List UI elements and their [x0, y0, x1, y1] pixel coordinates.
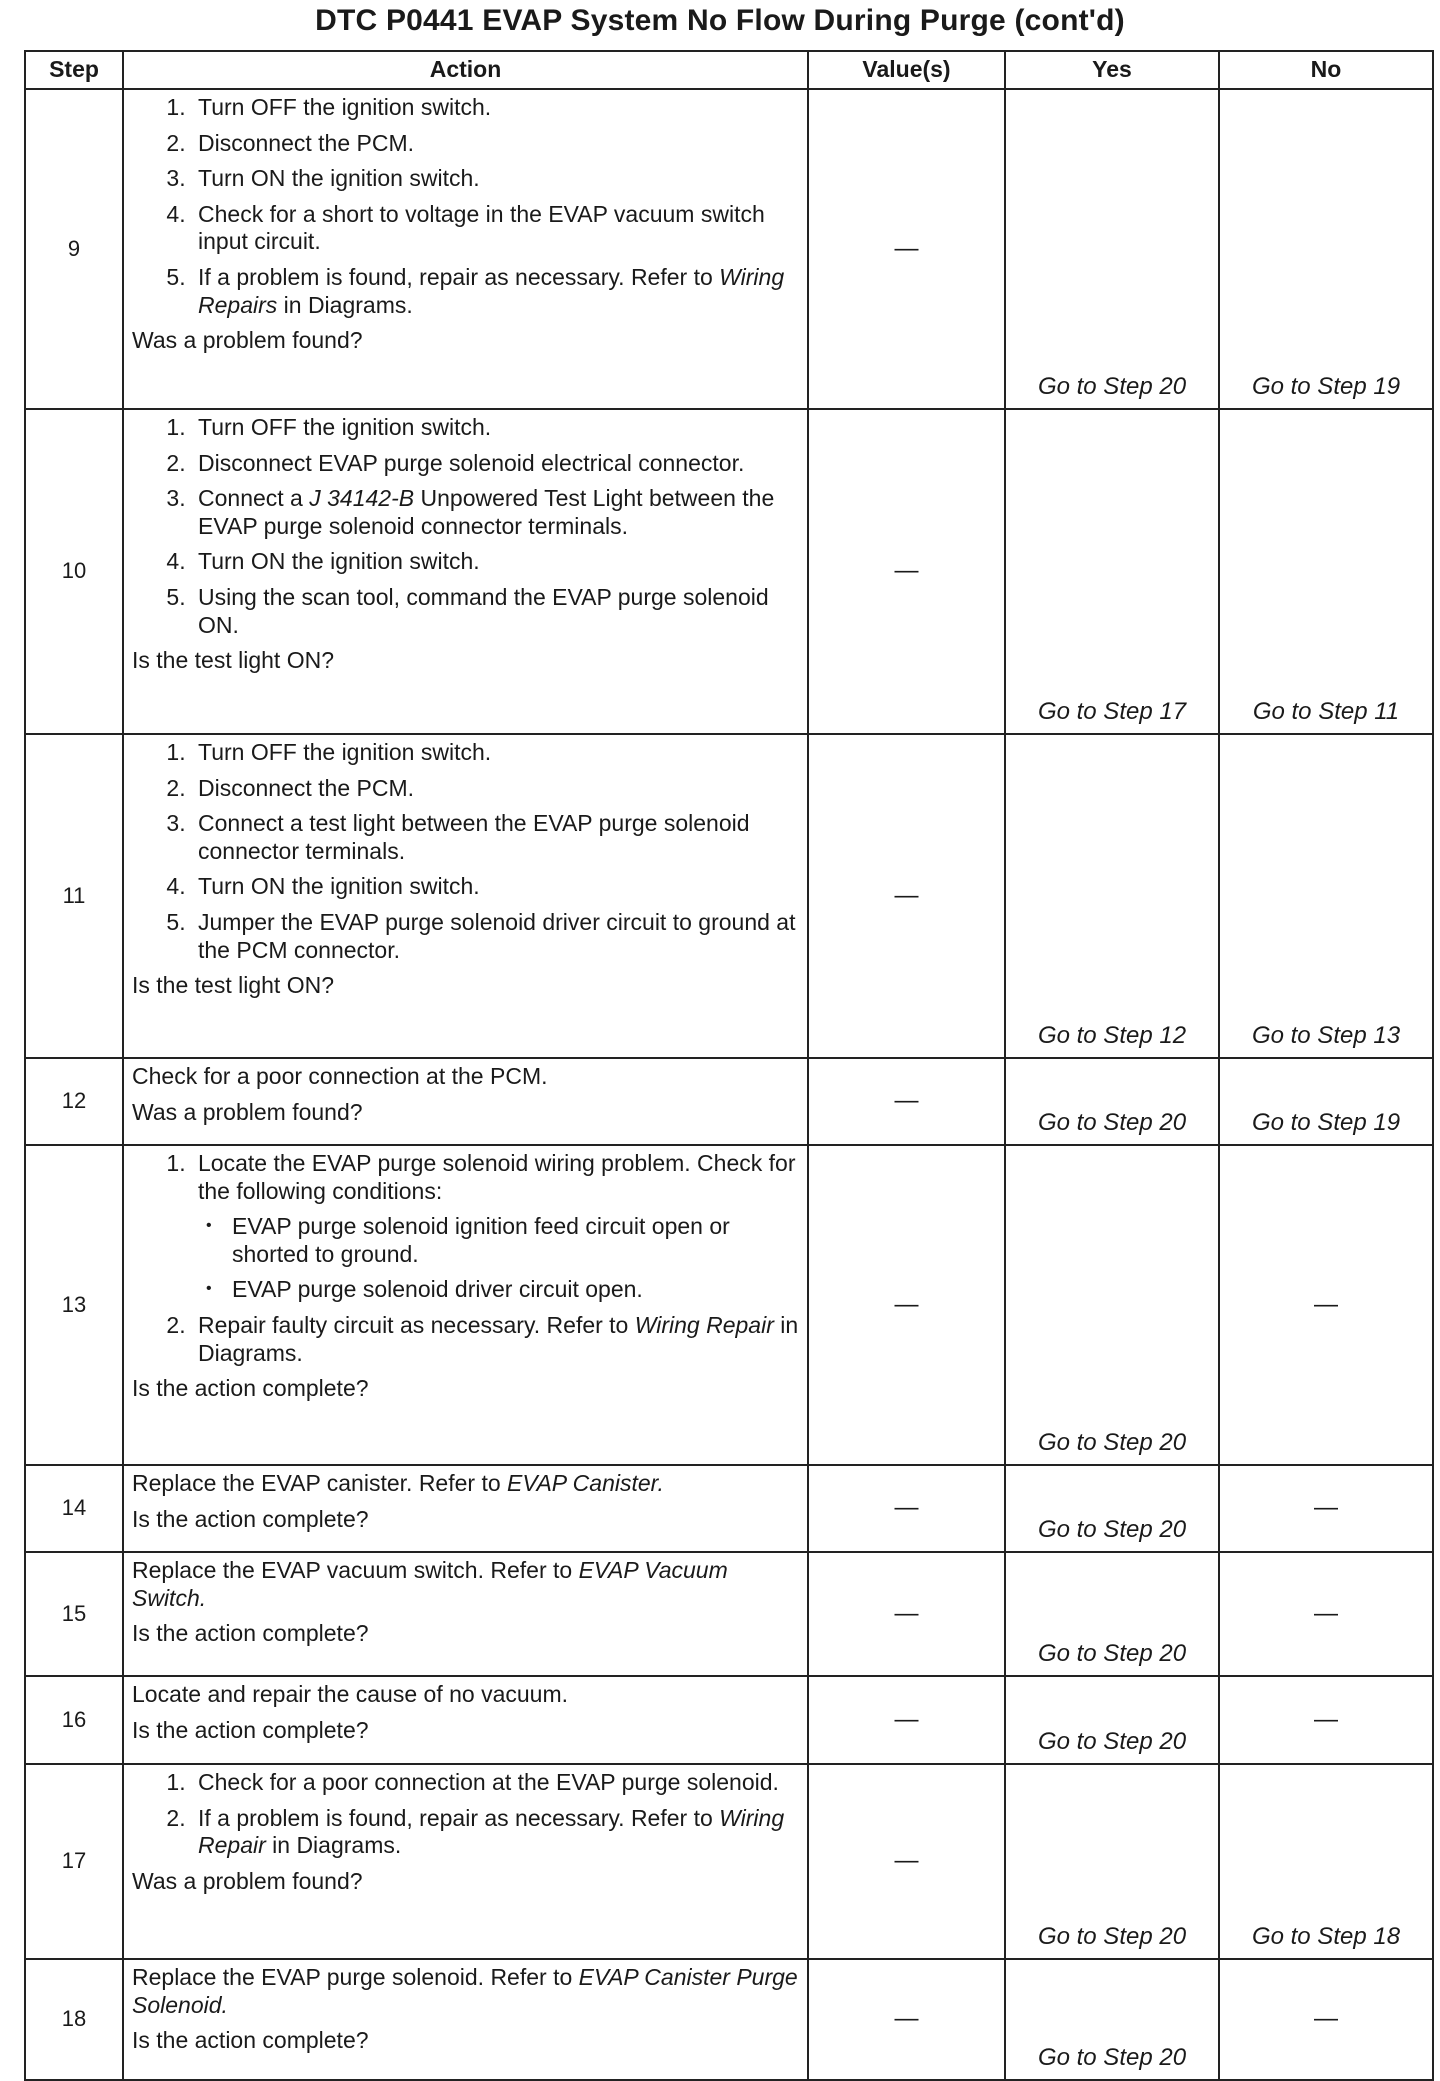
step-number: 13	[25, 1145, 123, 1465]
action-step: 1. Locate the EVAP purge solenoid wiring problem. Check for the following conditions: • EVAP purge solenoid ignition feed circuit open or shorted to ground. • EVAP purge solenoid driver circuit open.	[192, 1150, 799, 1304]
action-step: 5. If a problem is found, repair as necessary. Refer to Wiring Repairs in Diagrams.	[192, 264, 799, 319]
value-cell: —	[808, 1145, 1005, 1465]
condition-list	[198, 1213, 799, 1304]
page-title: DTC P0441 EVAP System No Flow During Purge (cont'd)	[315, 4, 1125, 37]
action-step: 2. Disconnect the PCM.	[192, 130, 799, 158]
table-row	[25, 1764, 1433, 1959]
step-number: 14	[25, 1465, 123, 1552]
action-steps	[132, 739, 799, 964]
value-cell: —	[808, 1676, 1005, 1764]
action-question: Is the action complete?	[132, 2027, 369, 2054]
step-number: 15	[25, 1552, 123, 1676]
action-question: Is the action complete?	[132, 1716, 369, 1743]
action-cell	[123, 89, 808, 409]
header-action: Action	[123, 51, 808, 89]
condition-item: • EVAP purge solenoid ignition feed circuit open or shorted to ground.	[228, 1213, 799, 1268]
action-step: 5. Using the scan tool, command the EVAP purge solenoid ON.	[192, 584, 799, 639]
header-no: No	[1219, 51, 1433, 89]
yes-result: Go to Step 12	[1005, 734, 1219, 1058]
action-steps	[132, 94, 799, 319]
table-row	[25, 1959, 1433, 2080]
header-values: Value(s)	[808, 51, 1005, 89]
yes-result: Go to Step 20	[1005, 89, 1219, 409]
table-row	[25, 734, 1433, 1058]
action-question: Is the action complete?	[132, 1505, 369, 1532]
action-step: 3. Connect a J 34142-B Unpowered Test Light between the EVAP purge solenoid connector terminals.	[192, 485, 799, 540]
action-question: Is the test light ON?	[132, 647, 334, 674]
table-row	[25, 1058, 1433, 1145]
action-step: 1. Turn OFF the ignition switch.	[192, 739, 799, 767]
action-question: Was a problem found?	[132, 1098, 363, 1125]
condition-item: • EVAP purge solenoid driver circuit open.	[228, 1276, 799, 1304]
table-row	[25, 1552, 1433, 1676]
action-step: 5. Jumper the EVAP purge solenoid driver circuit to ground at the PCM connector.	[192, 909, 799, 964]
table-row	[25, 1145, 1433, 1465]
value-cell: —	[808, 1552, 1005, 1676]
action-cell	[123, 1676, 808, 1764]
action-cell	[123, 409, 808, 734]
action-steps	[132, 1769, 799, 1860]
action-text: Replace the EVAP vacuum switch. Refer to EVAP Vacuum Switch.	[132, 1557, 728, 1611]
action-cell	[123, 1764, 808, 1959]
yes-result: Go to Step 20	[1005, 1676, 1219, 1764]
action-step: 1. Turn OFF the ignition switch.	[192, 414, 799, 442]
value-cell: —	[808, 1764, 1005, 1959]
action-question: Is the action complete?	[132, 1620, 369, 1647]
action-cell	[123, 1552, 808, 1676]
no-result: Go to Step 19	[1219, 1058, 1433, 1145]
step-number: 10	[25, 409, 123, 734]
yes-result: Go to Step 20	[1005, 1959, 1219, 2080]
action-step: 1. Check for a poor connection at the EVAP purge solenoid.	[192, 1769, 799, 1797]
action-question: Is the action complete?	[132, 1375, 369, 1402]
step-number: 9	[25, 89, 123, 409]
header-row	[25, 51, 1433, 89]
action-step: 4. Turn ON the ignition switch.	[192, 548, 799, 576]
value-cell: —	[808, 89, 1005, 409]
no-result: Go to Step 11	[1219, 409, 1433, 734]
no-result: —	[1219, 1145, 1433, 1465]
table-row	[25, 89, 1433, 409]
action-question: Is the test light ON?	[132, 972, 334, 999]
table-row	[25, 1465, 1433, 1552]
action-question: Was a problem found?	[132, 327, 363, 354]
step-number: 17	[25, 1764, 123, 1959]
header-step: Step	[25, 51, 123, 89]
value-cell: —	[808, 1465, 1005, 1552]
action-cell	[123, 1058, 808, 1145]
action-step: 1. Turn OFF the ignition switch.	[192, 94, 799, 122]
action-step: 3. Connect a test light between the EVAP purge solenoid connector terminals.	[192, 810, 799, 865]
no-result: —	[1219, 1676, 1433, 1764]
action-step: 4. Check for a short to voltage in the EVAP vacuum switch input circuit.	[192, 201, 799, 256]
no-result: —	[1219, 1465, 1433, 1552]
step-number: 18	[25, 1959, 123, 2080]
header-yes: Yes	[1005, 51, 1219, 89]
yes-result: Go to Step 20	[1005, 1058, 1219, 1145]
step-number: 12	[25, 1058, 123, 1145]
action-step: 3. Turn ON the ignition switch.	[192, 165, 799, 193]
action-step: 2. Disconnect EVAP purge solenoid electrical connector.	[192, 450, 799, 478]
action-cell	[123, 1465, 808, 1552]
table-body	[25, 89, 1433, 2080]
action-text: Replace the EVAP canister. Refer to EVAP Canister.	[132, 1470, 664, 1496]
yes-result: Go to Step 20	[1005, 1552, 1219, 1676]
yes-result: Go to Step 20	[1005, 1145, 1219, 1465]
action-cell	[123, 734, 808, 1058]
no-result: —	[1219, 1959, 1433, 2080]
yes-result: Go to Step 20	[1005, 1465, 1219, 1552]
action-step: 2. Disconnect the PCM.	[192, 775, 799, 803]
step-number: 16	[25, 1676, 123, 1764]
action-steps	[132, 414, 799, 639]
value-cell: —	[808, 1058, 1005, 1145]
action-text: Check for a poor connection at the PCM.	[132, 1063, 548, 1089]
action-cell	[123, 1959, 808, 2080]
no-result: Go to Step 19	[1219, 89, 1433, 409]
action-step: 2. If a problem is found, repair as necessary. Refer to Wiring Repair in Diagrams.	[192, 1805, 799, 1860]
no-result: Go to Step 13	[1219, 734, 1433, 1058]
action-steps	[132, 1150, 799, 1367]
step-number: 11	[25, 734, 123, 1058]
action-text: Replace the EVAP purge solenoid. Refer to EVAP Canister Purge Solenoid.	[132, 1964, 798, 2018]
diagnostic-table	[24, 50, 1434, 2081]
yes-result: Go to Step 17	[1005, 409, 1219, 734]
table-row	[25, 409, 1433, 734]
action-cell	[123, 1145, 808, 1465]
action-question: Was a problem found?	[132, 1867, 363, 1894]
value-cell: —	[808, 734, 1005, 1058]
action-text: Locate and repair the cause of no vacuum.	[132, 1681, 569, 1707]
no-result: —	[1219, 1552, 1433, 1676]
action-step: 4. Turn ON the ignition switch.	[192, 873, 799, 901]
no-result: Go to Step 18	[1219, 1764, 1433, 1959]
value-cell: —	[808, 1959, 1005, 2080]
table-row	[25, 1676, 1433, 1764]
action-step: 2. Repair faulty circuit as necessary. Refer to Wiring Repair in Diagrams.	[192, 1312, 799, 1367]
yes-result: Go to Step 20	[1005, 1764, 1219, 1959]
value-cell: —	[808, 409, 1005, 734]
